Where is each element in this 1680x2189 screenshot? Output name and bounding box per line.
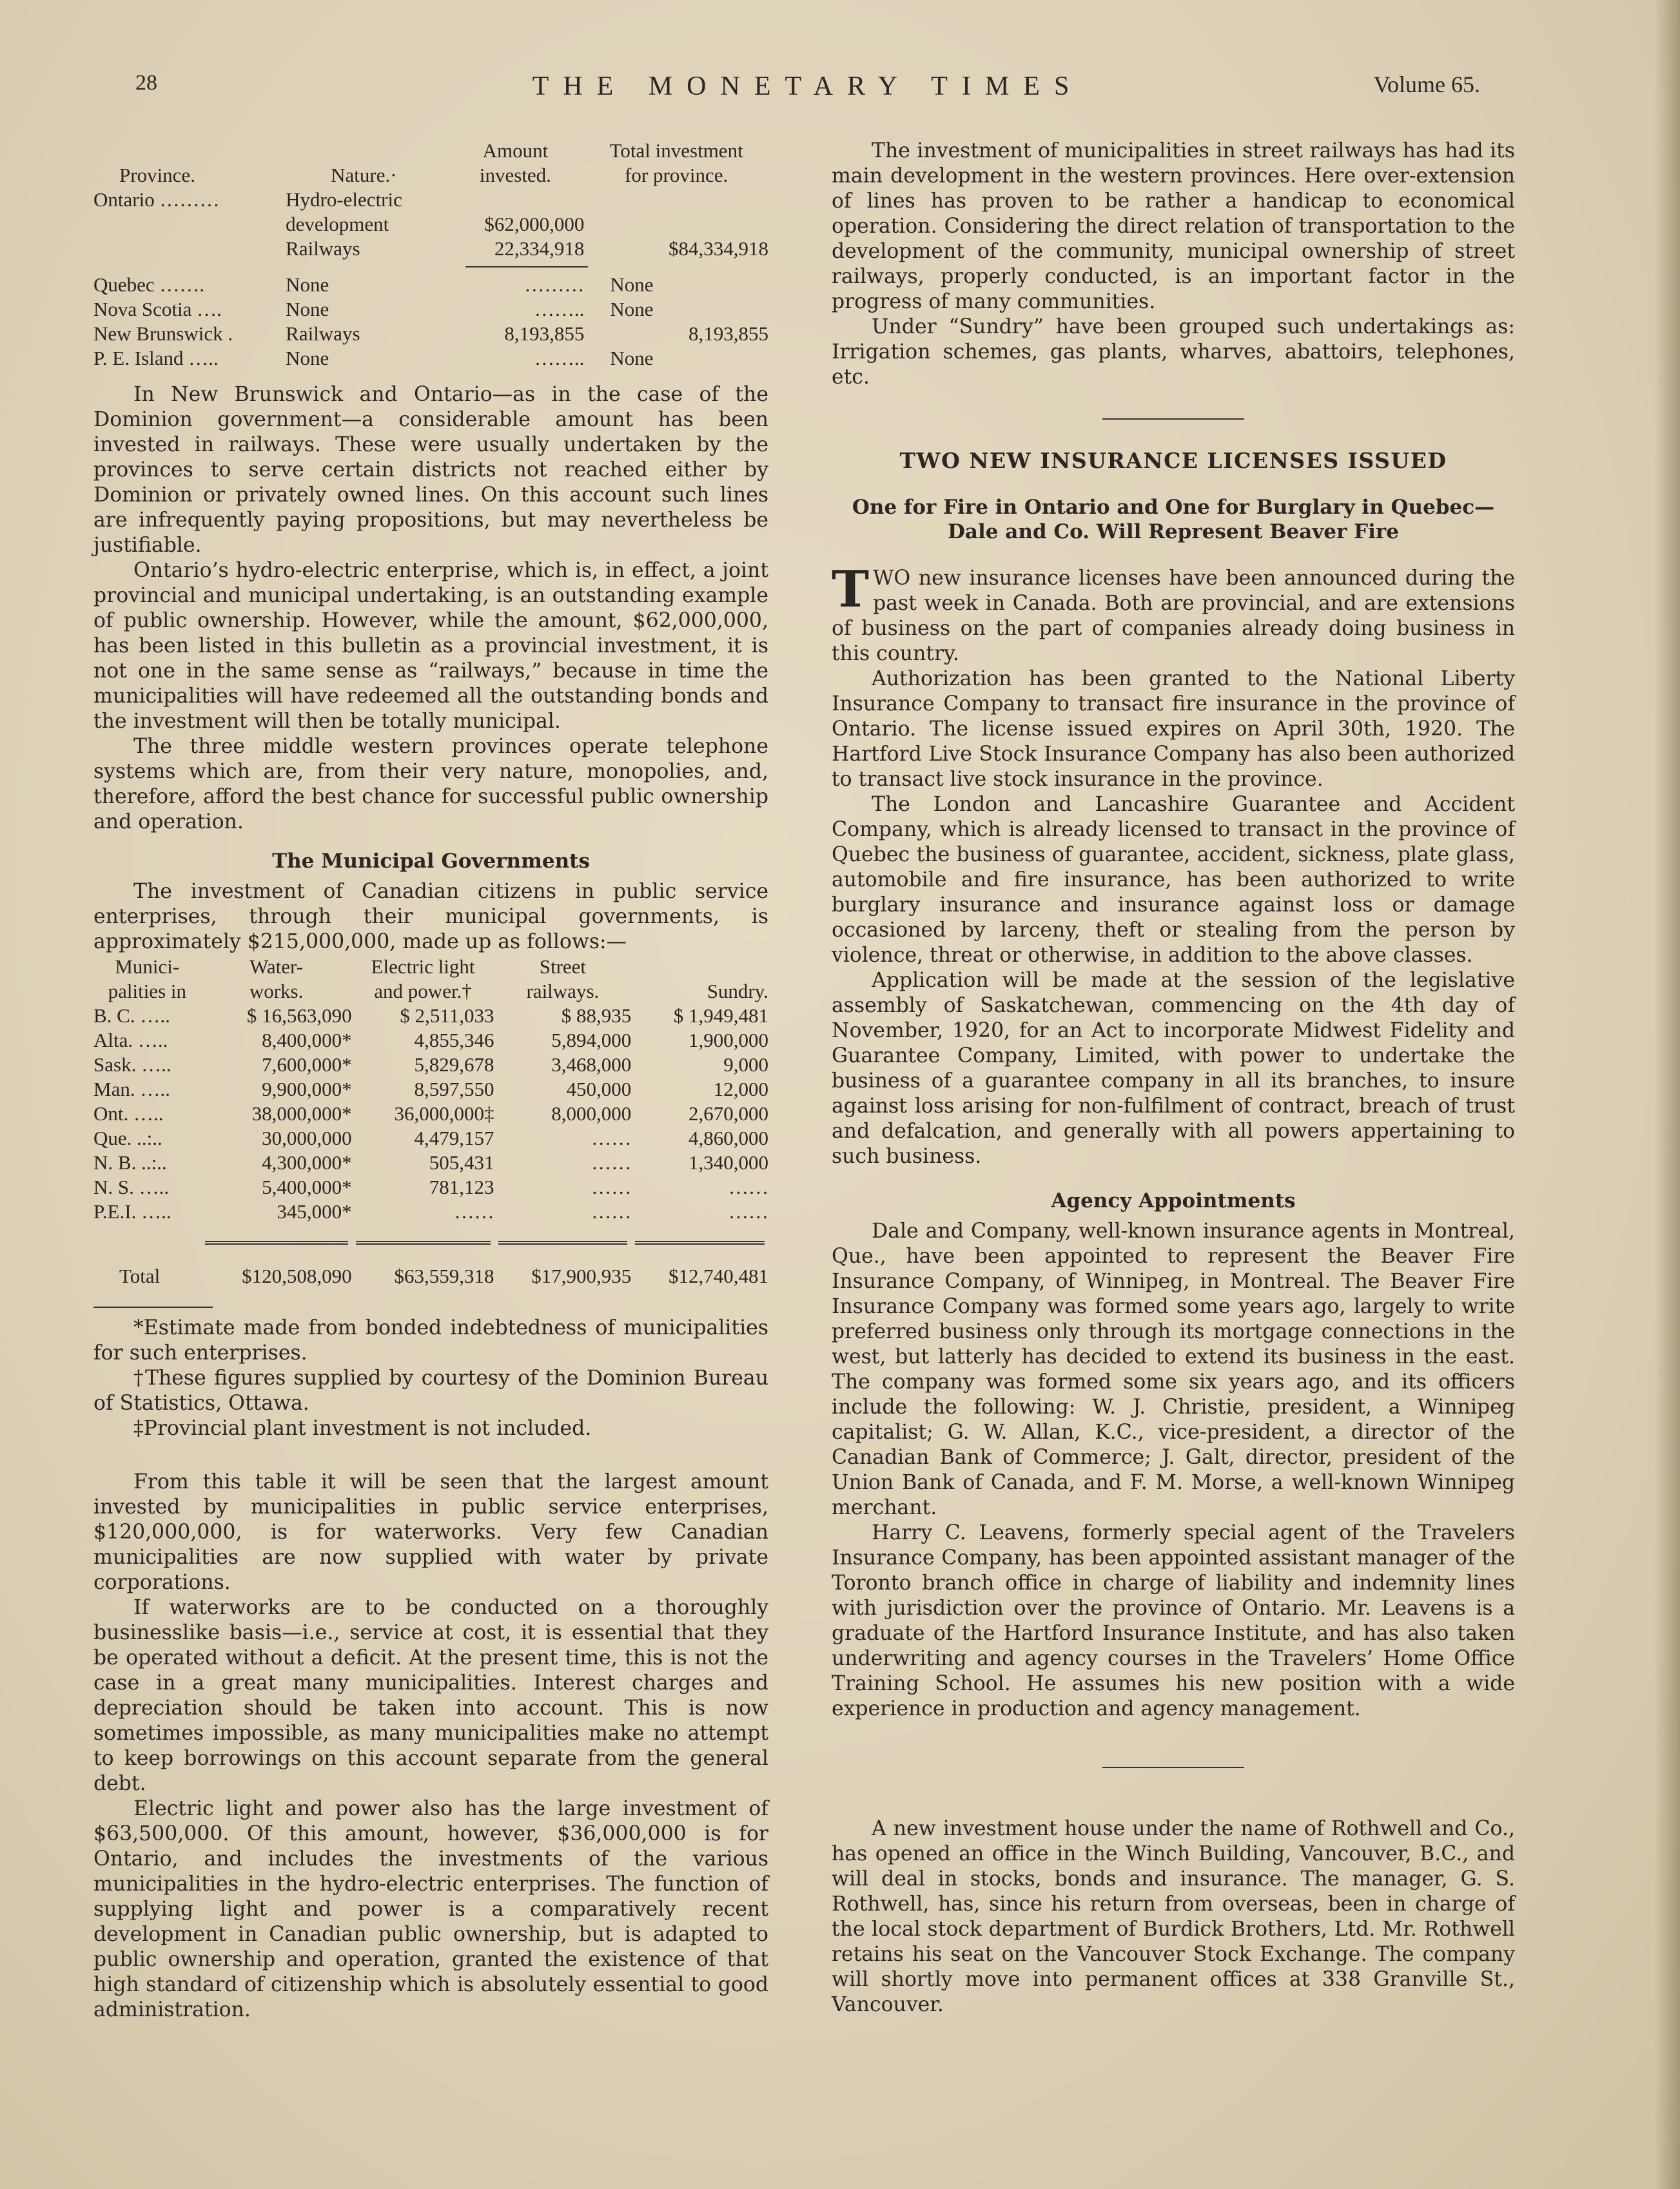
waterworks-cell: 7,600,000*	[262, 1053, 352, 1076]
street-railway-cell: 3,468,000	[551, 1053, 632, 1076]
total-label: Total	[119, 1265, 161, 1287]
paragraph: Dale and Company, well-known insurance agents in Montreal, Que., have been appointed to represent the Beaver Fire Insurance Company, of Winnipeg, in Montreal. The Beaver Fire Insurance Company was formed some years ago, largely to write preferred business only through its mortgage connections in the west, but latterly has decided to extend its business in the east. The company was formed some six years ago, and its officers include the following: W. J. Christie, president, a Winnipeg capitalist; G. W. Allan, K.C., vice-president, a director of the Canadian Bank of Commerce; J. Galt, director, president of the Union Bank of Canada, and F. M. Morse, a well-known Winnipeg merchant.	[832, 1220, 1515, 1519]
paragraph: A new investment house under the name of Rothwell and Co., has opened an office in the Winch Building, Vancouver, B.C., and will deal in stocks, bonds and insurance. The manager, G. S. Rothwell, has, since his return from overseas, been in charge of the local stock department of Burdick Brothers, Ltd. Mr. Rothwell retains his seat on the Vancouver Stock Exchange. The company will shortly move into permanent offices at 338 Granville St., Vancouver.	[832, 1817, 1515, 2016]
drop-cap: T	[832, 560, 870, 619]
province-cell: New Brunswick .	[93, 322, 233, 345]
electric-cell: 781,123	[429, 1176, 494, 1198]
province-cell: Sask. …..	[93, 1053, 171, 1076]
amount-cell: $62,000,000	[484, 213, 585, 235]
street-railway-cell: 8,000,000	[551, 1102, 632, 1125]
amount-cell: ……..	[534, 298, 585, 320]
nature-cell: Hydro-electric	[286, 188, 402, 211]
electric-cell: 36,000,000‡	[394, 1102, 494, 1125]
street-railway-cell: 5,894,000	[551, 1029, 632, 1051]
col-header: Water-	[249, 955, 304, 978]
paragraph: Electric light and power also has the large investment of $63,500,000. Of this amount, however, $36,000,000 is for Ontario, and includes the investments of the various municipalities in the hydro-electric enterprises. The function of supplying light and power is a comparatively recent development in Canadian public ownership, but is adapted to public ownership and operation, granted the existence of that high standard of citizenship which is absolutely essential to good administration.	[93, 1797, 768, 2021]
table-row	[93, 273, 768, 297]
province-cell: N. B. ..:..	[93, 1151, 167, 1174]
waterworks-cell: 4,300,000*	[262, 1151, 352, 1174]
waterworks-total: $120,508,090	[242, 1265, 352, 1287]
nature-cell: None	[286, 347, 329, 369]
col-header: Amount	[482, 139, 549, 162]
col-header: Sundry.	[707, 980, 768, 1002]
paragraph: Under “Sundry” have been grouped such undertakings as: Irrigation schemes, gas plants, wharves, abattoirs, telephones, etc.	[832, 315, 1515, 389]
street-railway-cell: ……	[591, 1151, 632, 1174]
electric-total: $63,559,318	[394, 1265, 494, 1287]
electric-cell: 5,829,678	[414, 1053, 494, 1076]
footnote: *Estimate made from bonded indebtedness of municipalities for such enterprises.	[93, 1316, 768, 1365]
section-divider	[1102, 1767, 1244, 1768]
waterworks-cell: $ 16,563,090	[246, 1004, 352, 1027]
province-cell: Que. ..:..	[93, 1127, 162, 1149]
page-header	[135, 71, 1480, 110]
province-investment-table	[93, 139, 768, 371]
table-row	[93, 297, 768, 322]
col-header: invested.	[479, 164, 551, 186]
waterworks-cell: 8,400,000*	[262, 1029, 352, 1051]
sundry-cell: 4,860,000	[689, 1127, 768, 1149]
nature-cell: development	[286, 213, 389, 235]
sundry-cell: 1,900,000	[689, 1029, 768, 1051]
province-cell: Nova Scotia ….	[93, 298, 222, 320]
street-railway-total: $17,900,935	[531, 1265, 632, 1287]
col-header: Electric light	[371, 955, 475, 978]
section-divider	[1102, 418, 1244, 420]
paragraph: The investment of municipalities in street railways has had its main development in the western provinces. Here over-extension of lines has proven to be rather a handicap to economical operation. Considering the direct relation of transportation to the development of the community, municipal ownership of street railways, properly conducted, is an important factor in the progress of many communities.	[832, 139, 1515, 313]
sundry-cell: $ 1,949,481	[673, 1004, 768, 1027]
street-railway-cell: ……	[591, 1127, 632, 1149]
sundry-cell: ……	[728, 1200, 768, 1223]
province-cell: N. S. …..	[93, 1176, 170, 1198]
footnote-divider	[93, 1307, 213, 1308]
municipal-investment-table	[93, 955, 768, 1289]
lead-text: WO new insurance licenses have been announced during the past week in Canada. Both are provincial, and are extensions of business on the part of companies already doing business in this country.	[832, 567, 1515, 665]
masthead: THE MONETARY TIMES	[532, 72, 1084, 101]
amount-cell: 22,334,918	[494, 237, 585, 260]
col-header: works.	[249, 980, 304, 1002]
table-row	[93, 322, 768, 346]
amount-cell: ………	[524, 273, 585, 296]
article-subtitle-line: One for Fire in Ontario and One for Burglary in Quebec—	[852, 496, 1495, 519]
paragraph: Ontario’s hydro-electric enterprise, which is, in effect, a joint provincial and municipal undertaking, is an outstanding example of public ownership. However, while the amount, $62,000,000, has been listed in this bulletin as a provincial investment, it is not one in the same sense as “railways,” because in time the municipalities will have redeemed all the outstanding bonds and the investment will then be totally municipal.	[93, 559, 768, 733]
col-header: Province.	[119, 164, 195, 186]
table-row	[93, 346, 768, 371]
col-header: railways.	[526, 980, 600, 1002]
electric-cell: 8,597,550	[414, 1078, 494, 1100]
article-subtitle	[832, 495, 1515, 544]
province-cell: Alta. …..	[93, 1029, 168, 1051]
left-column	[93, 139, 768, 2023]
volume-label: Volume 65.	[1373, 72, 1480, 97]
amount-cell: ……..	[534, 347, 585, 369]
col-header: for province.	[625, 164, 728, 186]
sundry-total: $12,740,481	[669, 1265, 768, 1287]
table-row	[93, 1126, 768, 1151]
nature-cell: None	[286, 298, 329, 320]
sundry-cell: 12,000	[713, 1078, 768, 1100]
col-header: Total investment	[609, 139, 743, 162]
table-row	[93, 188, 768, 212]
street-railway-cell: ……	[591, 1176, 632, 1198]
waterworks-cell: 345,000*	[277, 1200, 352, 1223]
col-header: Munici-	[115, 955, 180, 978]
table-row	[93, 1151, 768, 1175]
province-cell: Quebec …….	[93, 273, 205, 296]
paragraph: Application will be made at the session of the legislative assembly of Saskatchewan, commencing on the 4th day of November, 1920, for an Act to incorporate Midwest Fidelity and Guarantee Company, Limited, with power to undertake the business of a guarantee company in all its branches, to insure against loss arising for non-fulfilment of contract, breach of trust and defalcation, and generally with all powers appertaining to such business.	[832, 969, 1515, 1168]
sundry-cell: 2,670,000	[689, 1102, 768, 1125]
paragraph: The three middle western provinces operate telephone systems which are, from their very nature, monopolies, and, therefore, afford the best chance for successful public ownership and operation.	[93, 735, 768, 833]
electric-cell: 4,855,346	[414, 1029, 494, 1051]
amount-cell: 8,193,855	[504, 322, 585, 345]
electric-cell: $ 2,511,033	[400, 1004, 494, 1027]
province-cell: Ontario ………	[93, 188, 220, 211]
province-cell: P. E. Island …..	[93, 347, 219, 369]
col-header: and power.†	[374, 980, 472, 1002]
table-row	[93, 237, 768, 261]
table-header-row	[93, 139, 768, 163]
table-row	[93, 1175, 768, 1200]
table-row	[93, 1200, 768, 1224]
street-railway-cell: $ 88,935	[561, 1004, 632, 1027]
sundry-cell: ……	[728, 1176, 768, 1198]
paragraph: Harry C. Leavens, formerly special agent of the Travelers Insurance Company, has been appointed assistant manager of the Toronto branch office in charge of liability and indemnity lines with jurisdiction over the province of Ontario. Mr. Leavens is a graduate of the Hartford Insurance Institute, and has also taken underwriting and agency courses in the Travelers’ Home Office Training School. He assumes his new position with a wide experience in production and agency management.	[832, 1521, 1515, 1720]
province-cell: Ont. …..	[93, 1102, 164, 1125]
section-heading-municipal: The Municipal Governments	[272, 850, 590, 873]
total-cell: None	[610, 298, 654, 320]
lead-paragraph	[832, 560, 1515, 666]
table-row	[93, 1028, 768, 1053]
article-title: TWO NEW INSURANCE LICENSES ISSUED	[899, 448, 1447, 473]
footnote: †These figures supplied by courtesy of the Dominion Bureau of Statistics, Ottawa.	[93, 1367, 768, 1415]
nature-cell: Railways	[286, 322, 360, 345]
waterworks-cell: 9,900,000*	[262, 1078, 352, 1100]
article-subtitle-line: Dale and Co. Will Represent Beaver Fire	[948, 520, 1399, 543]
paragraph: The investment of Canadian citizens in public service enterprises, through their municipal governments, is approximately $215,000,000, made up as follows:—	[93, 880, 768, 953]
nature-cell: None	[286, 273, 329, 296]
total-cell: None	[610, 273, 654, 296]
street-railway-cell: 450,000	[566, 1078, 632, 1100]
province-cell: P.E.I. …..	[93, 1200, 171, 1223]
col-header: palities in	[108, 980, 186, 1002]
paragraph: Authorization has been granted to the National Liberty Insurance Company to transact fire insurance in the province of Ontario. The license issued expires on April 30th, 1920. The Hartford Live Stock Insurance Company has also been authorized to transact live stock insurance in the province.	[832, 667, 1515, 791]
table-row	[93, 1004, 768, 1028]
waterworks-cell: 38,000,000*	[251, 1102, 352, 1125]
col-header: Nature.·	[331, 164, 397, 186]
paragraph: From this table it will be seen that the largest amount invested by municipalities in public service enterprises, $120,000,000, is for waterworks. Very few Canadian municipalities are now supplied with water by private corporations.	[93, 1470, 768, 1594]
province-cell: Man. …..	[93, 1078, 170, 1100]
electric-cell: ……	[454, 1200, 494, 1223]
total-row	[93, 1245, 768, 1289]
paragraph: The London and Lancashire Guarantee and Accident Company, which is already licensed to transact in the province of Quebec the business of guarantee, accident, sickness, plate glass, automobile and fire insurance, has been authorized to write burglary insurance and insurance against loss or damage occasioned by larceny, theft or stealing from the person by violence, threat or otherwise, in addition to the above classes.	[832, 793, 1515, 967]
page-number: 28	[135, 71, 157, 95]
paragraph: If waterworks are to be conducted on a thoroughly businesslike basis—i.e., service at cost, it is essential that they be operated without a deficit. At the present time, this is not the case in a great many municipalities. Interest charges and depreciation should be taken into account. This is now sometimes impossible, as many municipalities make no attempt to keep borrowings on this account separate from the general debt.	[93, 1596, 768, 1795]
street-railway-cell: ……	[591, 1200, 632, 1223]
right-column	[832, 139, 1515, 2018]
footnote: ‡Provincial plant investment is not included.	[133, 1417, 592, 1440]
table-row	[93, 1077, 768, 1102]
table-header-row	[93, 163, 768, 188]
sundry-cell: 9,000	[723, 1053, 768, 1076]
province-cell: B. C. …..	[93, 1004, 170, 1027]
paragraph: In New Brunswick and Ontario—as in the case of the Dominion government—a considerable amount has been invested in railways. These were usually undertaken by the provinces to serve certain districts not reached either by Dominion or privately owned lines. On this account such lines are infrequently paying propositions, but may nevertheless be justifiable.	[93, 383, 768, 557]
electric-cell: 4,479,157	[414, 1127, 494, 1149]
table-header-row	[93, 955, 768, 979]
table-header-row	[93, 979, 768, 1004]
nature-cell: Railways	[286, 237, 360, 260]
section-heading-agency: Agency Appointments	[1051, 1189, 1296, 1212]
total-cell: 8,193,855	[689, 322, 768, 345]
total-cell: None	[610, 347, 654, 369]
total-cell: $84,334,918	[669, 237, 768, 260]
table-row	[93, 212, 768, 237]
page-edge-shadow	[1654, 0, 1680, 2189]
col-header: Street	[539, 955, 587, 978]
total-divider	[93, 1224, 768, 1245]
waterworks-cell: 5,400,000*	[262, 1176, 352, 1198]
table-row	[93, 1102, 768, 1126]
sundry-cell: 1,340,000	[689, 1151, 768, 1174]
electric-cell: 505,431	[429, 1151, 494, 1174]
table-row	[93, 1053, 768, 1077]
table-divider	[446, 261, 768, 273]
waterworks-cell: 30,000,000	[262, 1127, 352, 1149]
